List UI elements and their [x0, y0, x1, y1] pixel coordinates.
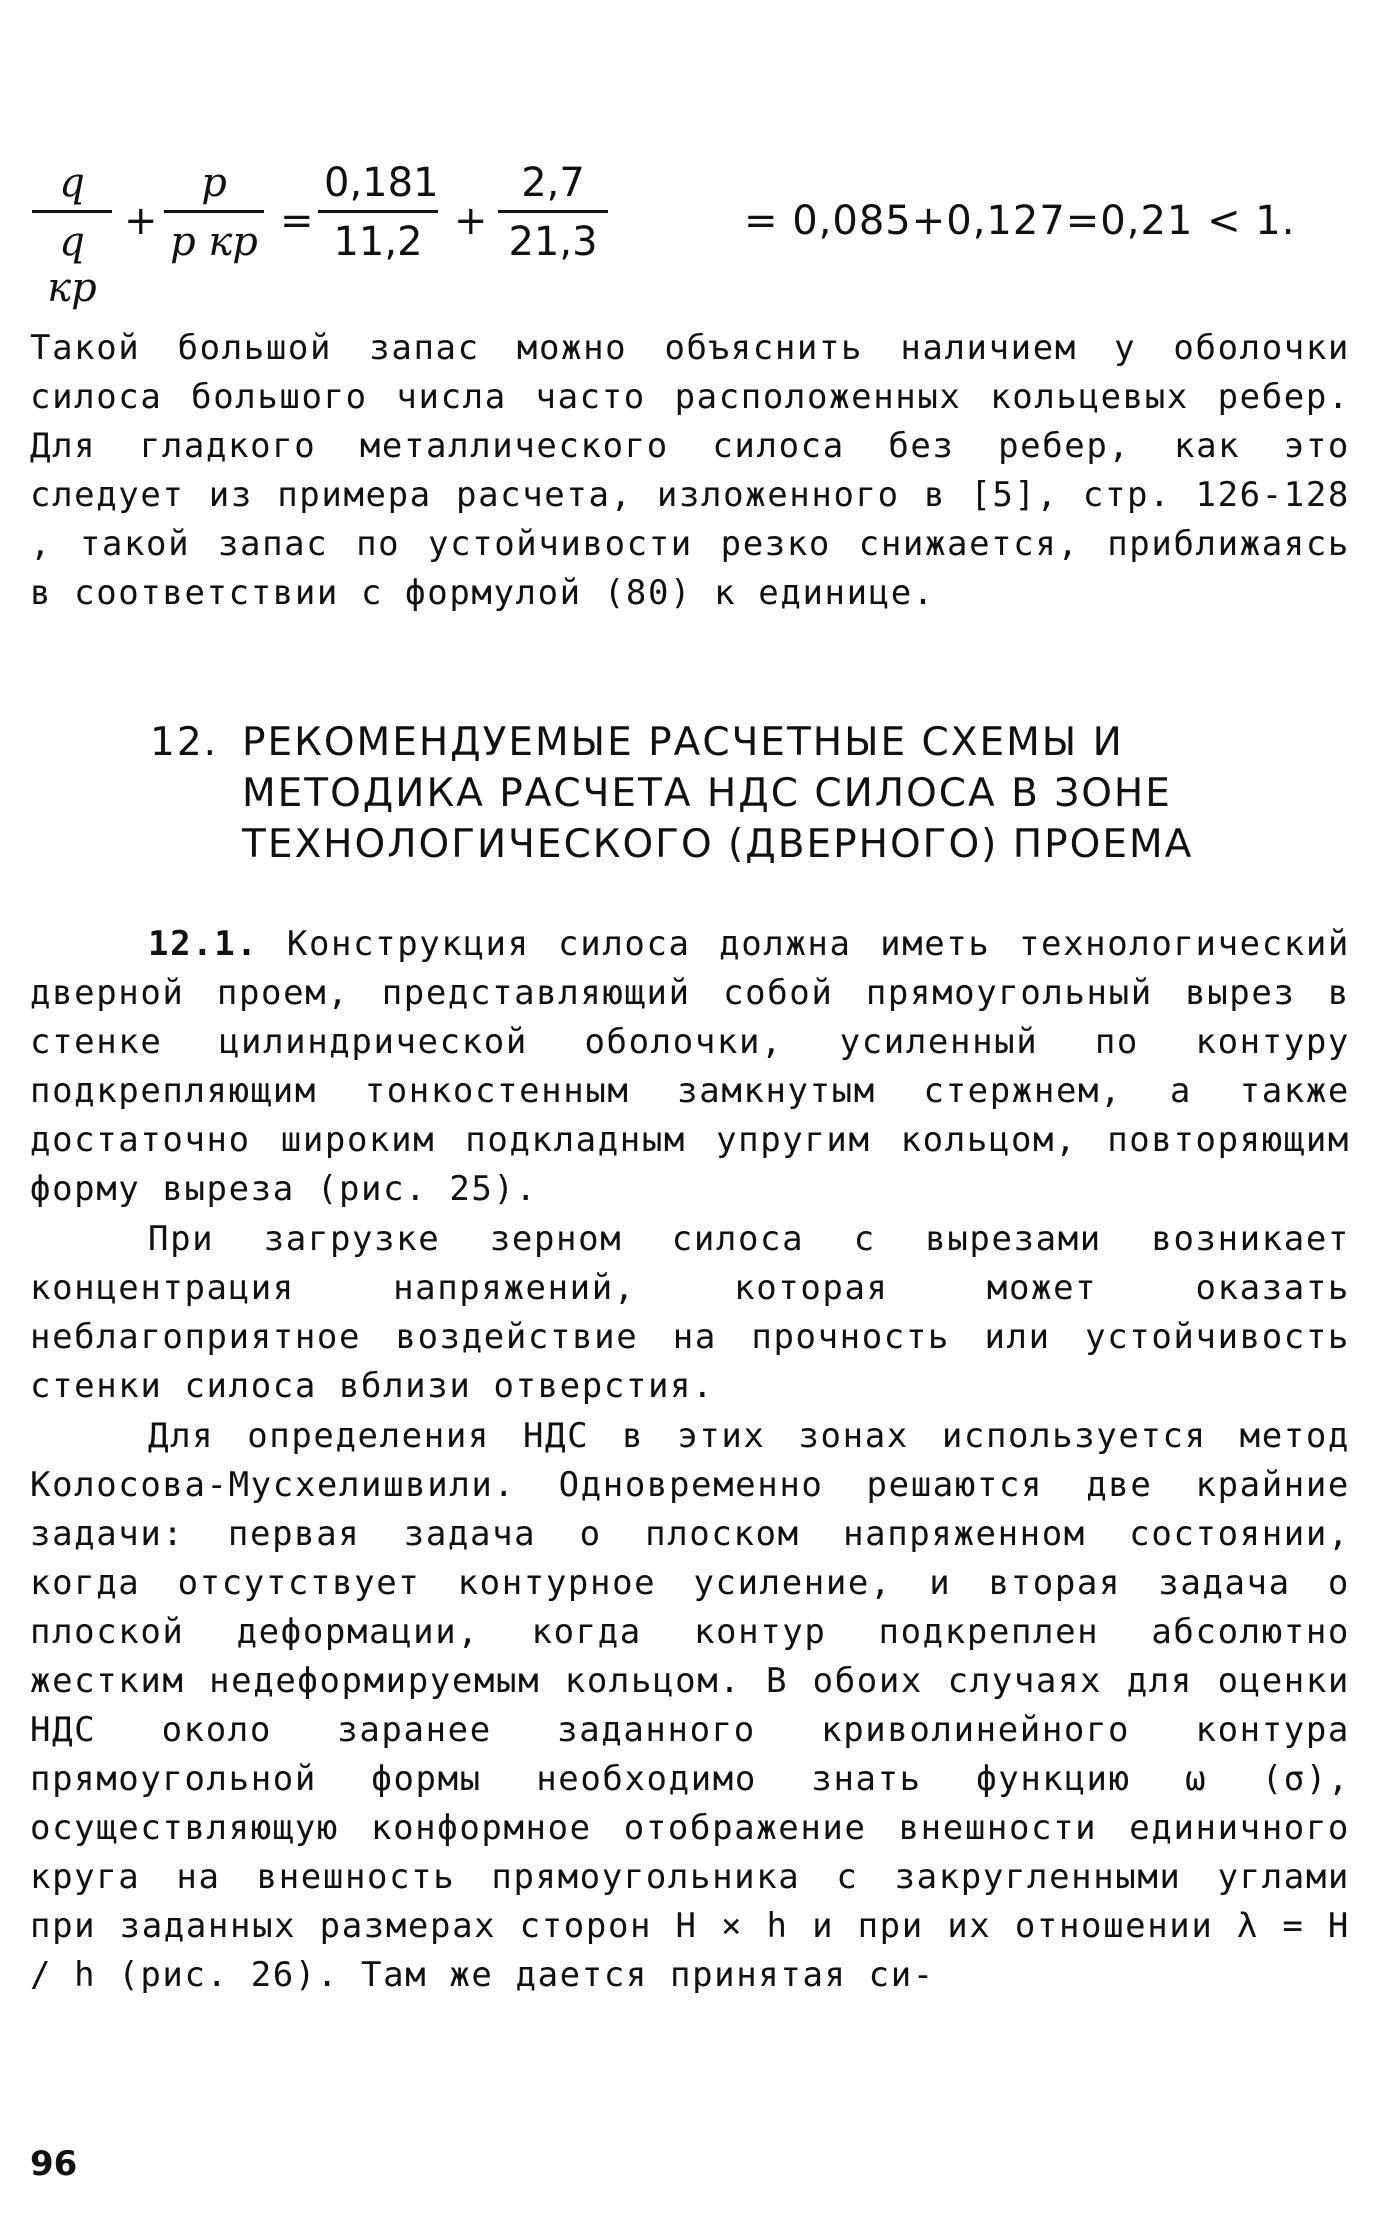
fraction-denominator: p кр	[170, 219, 258, 265]
fraction-denominator: 21,3	[508, 219, 598, 265]
heading-line-2: МЕТОДИКА РАСЧЕТА НДС СИЛОСА В ЗОНЕ	[242, 771, 1172, 816]
fraction-denominator: 11,2	[333, 219, 423, 265]
section-number: 12.	[150, 720, 219, 765]
fraction-p	[164, 160, 264, 265]
paragraph-method: Для определения НДС в этих зонах используется метод Колосова-Мусхелишвили. Одновременно решаются две крайние задачи: первая задача о плоском напряженном состоянии, когда отсутствует контурное усиление, и вторая задача о плоской деформации, когда контур подкреплен абсолютно жестким недеформируемым кольцом. В обоих случаях для оценки НДС около заранее заданного криволинейного контура прямоугольной формы необходимо знать функцию ω (σ), осуществляющую конформное отображение внешности единичного круга на внешность прямоугольника с закругленными углами при заданных размерах сторон H × h и при их отношении λ = H / h (рис. 26). Там же дается принятая си-	[30, 1416, 1350, 1995]
paragraph-door-opening	[30, 920, 1350, 1214]
heading-text-1: РЕКОМЕНДУЕМЫЕ РАСЧЕТНЫЕ СХЕМЫ И	[242, 720, 1124, 765]
paragraph-stress-concentration: При загрузке зерном силоса с вырезами возникает концентрация напряжений, которая может оказать неблагоприятное воздействие на прочность или устойчивость стенки силоса вблизи отверстия.	[30, 1219, 1350, 1406]
fraction-q	[32, 160, 112, 311]
clause-number: 12.1.	[148, 924, 259, 964]
fraction-numerator: q	[32, 160, 112, 213]
plus-sign: +	[124, 198, 158, 244]
paragraph-text: Конструкция силоса должна иметь технологический дверной проем, представляющий собой прямоугольный вырез в стенке цилиндрической оболочки, усиленный по контуру подкрепляющим тонкостенным замкнутым стержнем, а также достаточно широким подкладным упругим кольцом, повторяющим форму выреза (рис. 25).	[30, 924, 1350, 1209]
formula-result: = 0,085+0,127=0,21 < 1.	[744, 198, 1296, 244]
page-number: 96	[30, 2144, 78, 2184]
heading-line-1	[150, 717, 1330, 768]
fraction-numerator: 0,181	[318, 160, 438, 213]
equals-sign: =	[280, 198, 314, 244]
section-heading	[150, 717, 1330, 870]
heading-line-3: ТЕХНОЛОГИЧЕСКОГО (ДВЕРНОГО) ПРОЕМА	[242, 822, 1194, 867]
fraction-numerator: 2,7	[498, 160, 608, 213]
fraction-values-2	[498, 160, 608, 265]
paragraph-stability-margin: Такой большой запас можно объяснить наличием у оболочки силоса большого числа часто расположенных кольцевых ребер. Для гладкого металлического силоса без ребер, как это следует из примера расчета, изложенного в [5], стр. 126-128 , такой запас по устойчивости резко снижается, приближаясь в соответствии с формулой (80) к единице.	[30, 328, 1350, 613]
stability-formula	[32, 160, 1352, 311]
fraction-values-1	[318, 160, 438, 265]
plus-sign: +	[454, 198, 488, 244]
fraction-numerator: p	[164, 160, 264, 213]
fraction-denominator: q кр	[47, 219, 97, 311]
